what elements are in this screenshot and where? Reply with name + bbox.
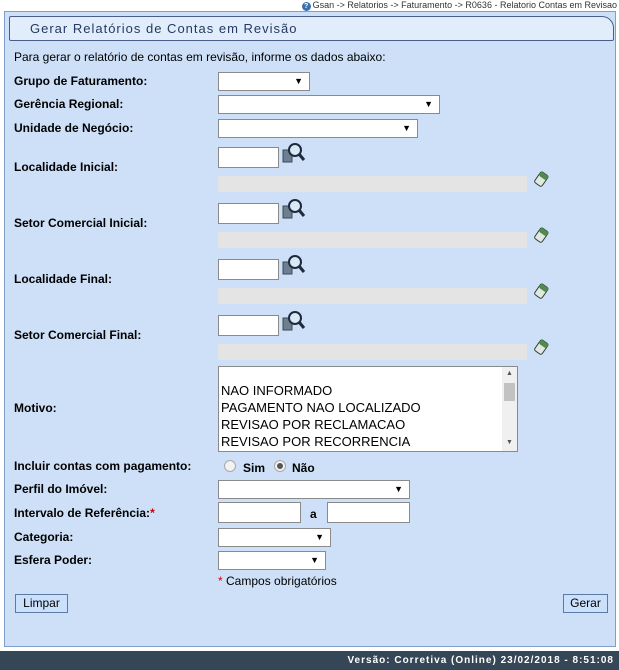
radio-nao[interactable]: [274, 460, 286, 472]
eraser-icon[interactable]: [533, 170, 551, 188]
version-footer: Versão: Corretiva (Online) 23/02/2018 - 8:51:08: [0, 651, 619, 670]
radio-nao-label: Não: [292, 461, 315, 475]
radio-sim[interactable]: [224, 460, 236, 472]
localidade-final-description: [218, 288, 527, 304]
required-mark: *: [218, 574, 223, 588]
gerencia-regional-select[interactable]: [218, 95, 440, 114]
setor-comercial-inicial-description: [218, 232, 527, 248]
motivo-label: Motivo:: [14, 401, 57, 415]
localidade-final-input[interactable]: [218, 259, 279, 280]
magnifier-icon[interactable]: [282, 310, 306, 332]
required-note-text: Campos obrigatórios: [226, 574, 337, 588]
chevron-down-icon: ▼: [424, 99, 433, 109]
chevron-down-icon: ▼: [394, 484, 403, 494]
unidade-negocio-select[interactable]: [218, 119, 418, 138]
intro-text: Para gerar o relatório de contas em revisão, informe os dados abaixo:: [14, 50, 386, 64]
required-note: [218, 574, 337, 588]
referencia-inicial-input[interactable]: [218, 502, 301, 523]
categoria-select[interactable]: [218, 528, 331, 547]
required-mark: *: [150, 506, 155, 520]
help-icon[interactable]: ?: [302, 2, 311, 11]
scroll-thumb[interactable]: [504, 383, 515, 401]
grupo-faturamento-label: Grupo de Faturamento:: [14, 74, 148, 88]
radio-sim-label: Sim: [243, 461, 266, 475]
setor-comercial-final-input[interactable]: [218, 315, 279, 336]
localidade-inicial-label: Localidade Inicial:: [14, 160, 119, 174]
gerencia-regional-label: Gerência Regional:: [14, 97, 124, 111]
localidade-inicial-description: [218, 176, 527, 192]
setor-comercial-final-description: [218, 344, 527, 360]
perfil-imovel-select[interactable]: [218, 480, 410, 499]
motivo-scrollbar[interactable]: [502, 367, 517, 451]
page-title: Gerar Relatórios de Contas em Revisão: [9, 16, 614, 41]
unidade-negocio-label: Unidade de Negócio:: [14, 121, 134, 135]
form-panel: [4, 11, 616, 647]
motivo-option[interactable]: NAO INFORMADO: [221, 383, 333, 398]
intervalo-referencia-label: [14, 506, 155, 520]
motivo-option[interactable]: REVISAO POR RECORRENCIA: [221, 434, 411, 449]
localidade-inicial-input[interactable]: [218, 147, 279, 168]
chevron-down-icon: ▼: [294, 76, 303, 86]
eraser-icon[interactable]: [533, 338, 551, 356]
referencia-final-input[interactable]: [327, 502, 410, 523]
setor-comercial-inicial-label: Setor Comercial Inicial:: [14, 216, 148, 230]
esfera-poder-label: Esfera Poder:: [14, 553, 93, 567]
eraser-icon[interactable]: [533, 282, 551, 300]
magnifier-icon[interactable]: [282, 254, 306, 276]
intervalo-separator: a: [310, 507, 317, 521]
magnifier-icon[interactable]: [282, 198, 306, 220]
chevron-down-icon: ▼: [402, 123, 411, 133]
motivo-option[interactable]: PAGAMENTO NAO LOCALIZADO: [221, 400, 421, 415]
chevron-down-icon: ▼: [310, 555, 319, 565]
magnifier-icon[interactable]: [282, 142, 306, 164]
setor-comercial-inicial-input[interactable]: [218, 203, 279, 224]
scroll-down-icon[interactable]: ▼: [506, 439, 513, 446]
intervalo-referencia-label-text: Intervalo de Referência:: [14, 506, 151, 520]
scroll-up-icon[interactable]: ▲: [506, 370, 513, 377]
motivo-option[interactable]: REVISAO POR RECLAMACAO: [221, 417, 406, 432]
eraser-icon[interactable]: [533, 226, 551, 244]
clear-button[interactable]: Limpar: [15, 594, 68, 613]
categoria-label: Categoria:: [14, 530, 74, 544]
setor-comercial-final-label: Setor Comercial Final:: [14, 328, 142, 342]
motivo-listbox[interactable]: [218, 366, 518, 452]
incluir-pagamento-label: Incluir contas com pagamento:: [14, 459, 192, 473]
esfera-poder-select[interactable]: [218, 551, 326, 570]
breadcrumb-text: Gsan -> Relatorios -> Faturamento -> R0636 - Relatorio Contas em Revisao: [312, 0, 617, 10]
chevron-down-icon: ▼: [315, 532, 324, 542]
grupo-faturamento-select[interactable]: [218, 72, 310, 91]
localidade-final-label: Localidade Final:: [14, 272, 113, 286]
generate-button[interactable]: Gerar: [563, 594, 608, 613]
perfil-imovel-label: Perfil do Imóvel:: [14, 482, 108, 496]
